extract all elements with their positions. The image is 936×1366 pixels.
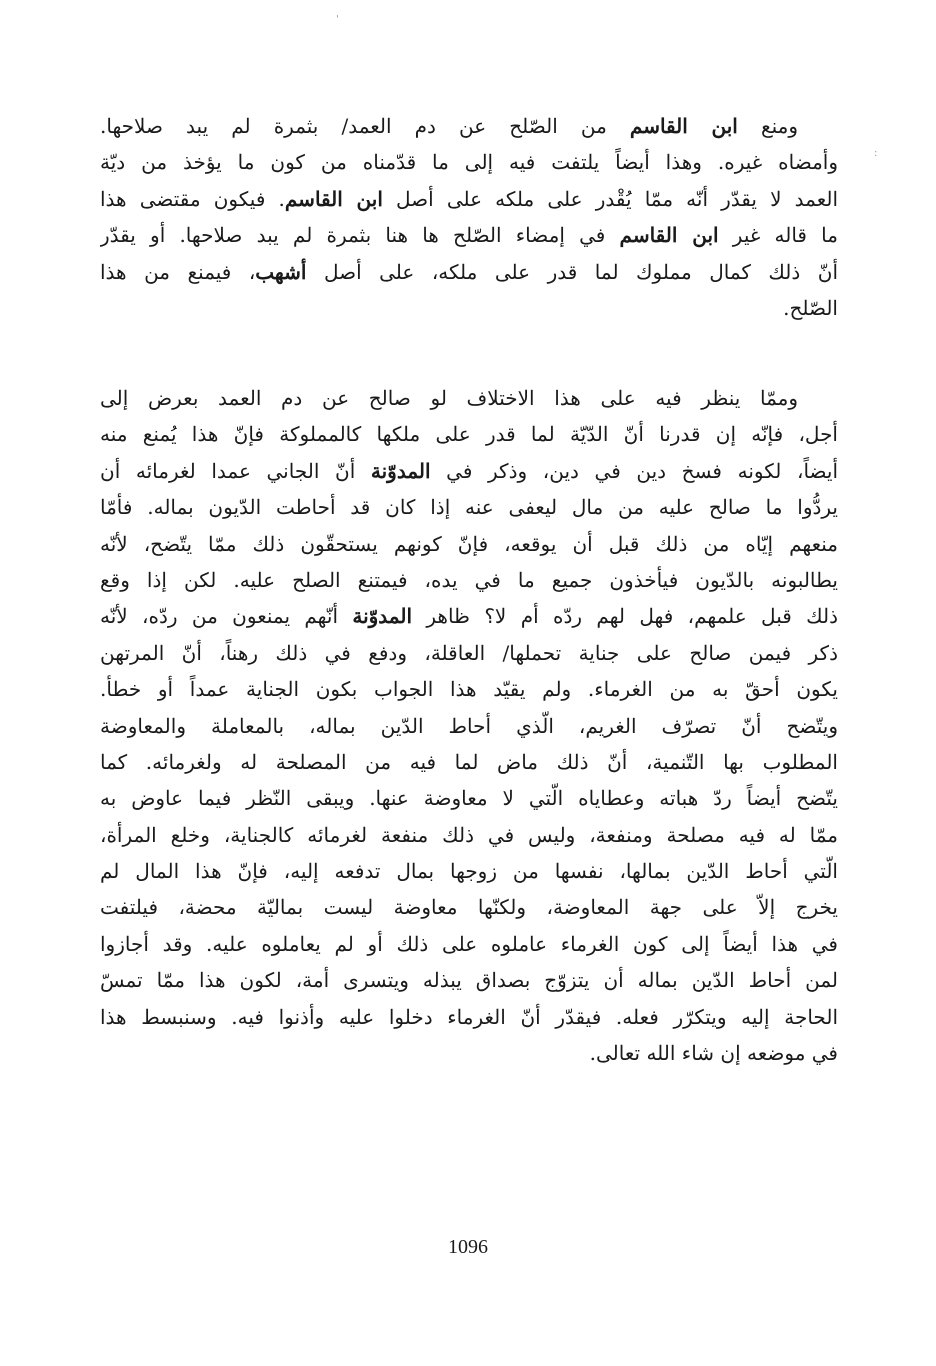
text-segment: وممّا ينظر فيه على هذا الاختلاف لو صالح عن دم العمد بعرض إلى [100,386,798,410]
text-line [100,1035,838,1071]
text-segment: الحاجة إليه ويتكرّر فعله. فيقدّر أنّ الغرماء دخلوا عليه وأذنوا فيه. وسنبسط هذا [100,1004,838,1029]
bold-name: المدوّنة [370,458,431,483]
margin-tick-mark: ' [336,14,339,25]
text-line [100,671,838,707]
text-line [100,181,838,217]
paragraph-2 [100,380,838,1071]
text-line [100,290,838,326]
text-segment: أنّهم يمنعون من ردّه، لأنّه [100,604,353,629]
text-segment: المطلوب بها التّنمية، أنّ ذلك ماض لما فيه من المصلحة له ولغرمائه. كما [100,749,838,774]
text-line [100,217,838,253]
text-segment: أنّ الجاني عمدا لغرمائه أن [100,458,371,483]
text-line [100,526,838,562]
text-line [100,562,838,598]
text-line [100,926,838,962]
text-segment: وأمضاه غيره. وهذا أيضاً يلتفت فيه إلى ما قدّمناه من كون ما يؤخذ من ديّة [100,150,838,175]
text-segment: الصّلح. [783,295,838,320]
bold-name: ابن القاسم [629,114,738,138]
text-segment: ما قاله غير [718,223,838,248]
bold-name: ابن القاسم [619,223,719,248]
text-line [100,453,838,489]
bold-name: المدوّنة [352,604,413,629]
text-segment: ، فيمنع من هذا [100,259,256,284]
text-line [100,108,838,144]
margin-dots-mark: : [874,148,878,159]
text-line [100,635,838,671]
text-segment: ممّا له فيه مصلحة ومنفعة، وليس في ذلك منفعة لغرمائه كالجناية، وخلع المرأة، [100,822,838,847]
paragraph-1 [100,108,838,326]
text-segment: منعهم إيّاه من ذلك قبل أن يوقعه، فإنّ كونهم يستحقّون ذلك ممّا يتّضح، لأنّه [100,531,838,556]
text-segment: ذكر فيمن صالح على جناية تحملها/ العاقلة، ودفع في ذلك رهناً، أنّ المرتهن [100,640,838,665]
text-segment: الّتي أحاط الدّين بمالها، نفسها من زوجها بمال تدفعه إليه، فإنّ هذا المال لم [100,859,838,884]
text-line [100,780,838,816]
text-line [100,489,838,525]
text-line [100,999,838,1035]
text-line [100,254,838,290]
text-segment: في هذا أيضاً إلى كون الغرماء عاملوه على ذلك أو لم يعاملوه عليه. وقد أجازوا [100,931,838,956]
text-segment: يردُّوا ما صالح عليه من مال ليعفى عنه إذا كان قد أحاطت الدّيون بماله. فأمّا [100,495,838,520]
text-segment: أنّ ذلك كمال مملوك لما قدر على ملكه، على أصل [306,259,838,284]
text-line [100,416,838,452]
text-line [100,744,838,780]
text-line [100,380,838,416]
text-segment: يخرج إلاّ على جهة المعاوضة، ولكنّها معاوضة ليست بماليّة محضة، فيلتفت [100,895,838,920]
page-number: 1096 [448,1236,488,1258]
text-line [100,889,838,925]
text-segment: من الصّلح عن دم العمد/ بثمرة لم يبد صلاحها. [100,114,630,138]
text-line [100,817,838,853]
text-segment: ذلك قبل علمهم، فهل لهم ردّه أم لا؟ ظاهر [412,604,838,629]
text-line [100,708,838,744]
text-segment: في إمضاء الصّلح ها هنا بثمرة لم يبد صلاحها. أو يقدّر [100,223,620,248]
text-line [100,598,838,634]
text-segment: . فيكون مقتضى هذا [100,186,285,211]
text-segment: ويتّضح أنّ تصرّف الغريم، الّذي أحاط الدّين بماله، بالمعاملة والمعاوضة [100,713,838,738]
text-segment: العمد لا يقدّر أنّه ممّا يُقْدر على ملكه على أصل [382,186,838,211]
bold-name: ابن القاسم [284,186,383,211]
text-line [100,853,838,889]
text-segment: أيضاً، لكونه فسخ دين في دين، وذكر في [430,458,838,483]
text-segment: أجل، فإنّه إن قدرنا أنّ الدّيّة لما قدر على ملكها كالمملوكة فإنّ هذا يُمنع منه [100,422,838,447]
text-segment: في موضعه إن شاء الله تعالى. [589,1041,838,1066]
text-segment: يتّضح أيضاً ردّ هباته وعطاياه الّتي لا معاوضة عنها. ويبقى النّظر فيما عاوض به [100,786,838,811]
text-segment: يطالبونه بالدّيون فيأخذون جميع ما في يده، فيمتنع الصلح عليه. لكن إذا وقع [100,567,838,592]
bold-name: أشهب [255,259,307,284]
text-segment: يكون أحقّ به من الغرماء. ولم يقيّد هذا الجواب بكون الجناية عمداً أو خطأ. [100,677,838,702]
text-segment: لمن أحاط الدّين بماله أن يتزوّج بصداق يبذله ويتسرى أمة، لكون هذا ممّا تمسّ [100,968,838,993]
text-segment: ومنع [737,114,798,138]
text-line [100,962,838,998]
text-line [100,144,838,180]
